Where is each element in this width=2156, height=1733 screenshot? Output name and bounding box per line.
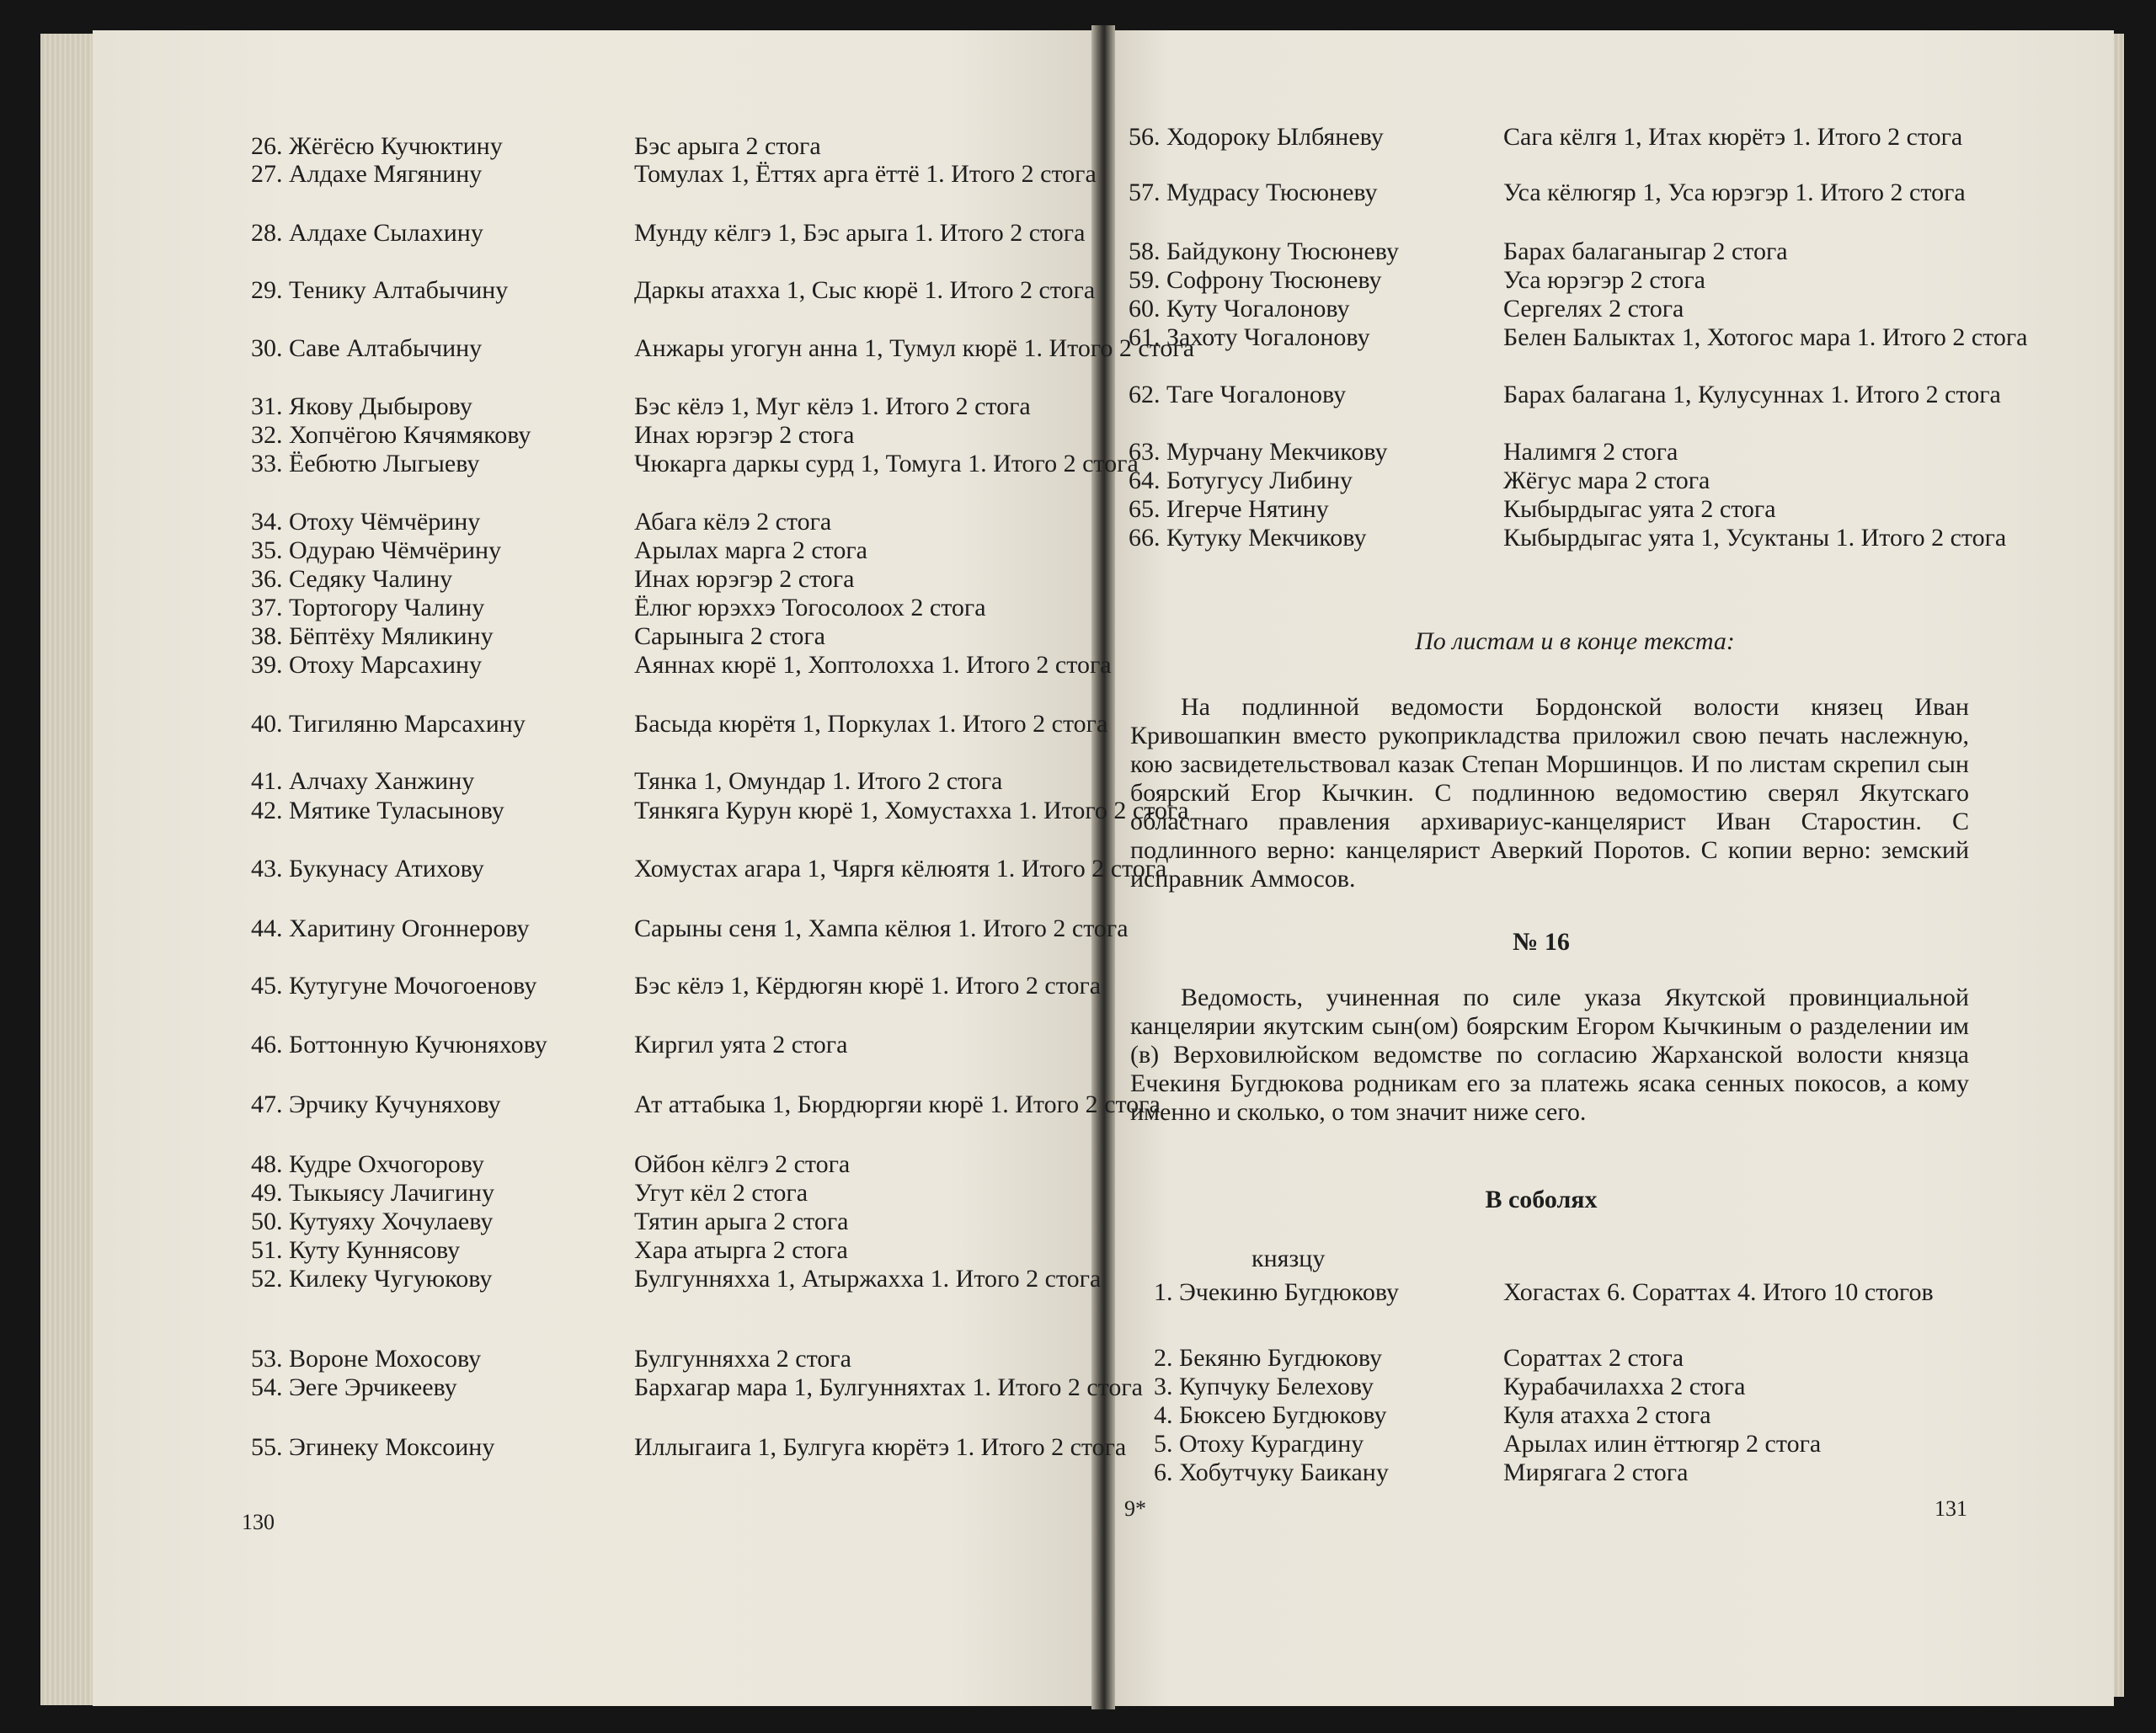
- entry-name: 29. Тенику Алтабычину: [251, 276, 509, 304]
- entry-value: Арылах марга 2 стога: [634, 536, 867, 564]
- entry-value: Жёгус мара 2 стога: [1503, 467, 1710, 494]
- entry-name: 41. Алчаху Ханжину: [251, 767, 475, 795]
- entry-name: 33. Ёебютю Лыгыеву: [251, 450, 480, 477]
- entry-value: Хара атырга 2 стога: [634, 1236, 848, 1264]
- entry-value: Сарыны сеня 1, Хампа кёлюя 1. Итого 2 стога: [634, 914, 1129, 942]
- entry-name: 65. Игерче Нятину: [1129, 495, 1329, 523]
- entry-name: 45. Кутугуне Мочогоенову: [251, 972, 537, 1000]
- paragraph-2: Ведомость, учиненная по силе указа Якутской провинциальной канцелярии якутским сын(ом) боярским Егором Кычкиным о разделении им (в) Верховилюйском ведомстве по согласию Жарханской волости князца Ечекиня Бугдюкова родникам его за платежь ясака сенных покосов, а кому именно и сколько, о том значит ниже сего.: [1130, 984, 1969, 1126]
- entry-name: 2. Бекяню Бугдюкову: [1154, 1344, 1383, 1372]
- entry-value: Кыбырдыгас уята 2 стога: [1503, 495, 1776, 523]
- entry-value: Куля атахха 2 стога: [1503, 1401, 1711, 1429]
- entry-value: Абага кёлэ 2 стога: [634, 508, 832, 536]
- entry-value: Налимгя 2 стога: [1503, 438, 1678, 466]
- entry-value: Сарыныга 2 стога: [634, 622, 825, 650]
- entry-name: 40. Тигиляню Марсахину: [251, 710, 526, 738]
- paragraph-1: На подлинной ведомости Бордонской волости князец Иван Кривошапкин вместо рукоприкладства приложил свою печать наслежную, кою засвидетельствовал казак Степан Моршинцов. И по листам скрепил сын боярский Егор Кычкин. С подлинною ведомостию сверял Якутскаго областнаго правления архивариус-канцелярист Иван Старостин. С подлинного верно: канцелярист Аверкий Поротов. С копии верно: земский исправник Аммосов.: [1130, 693, 1969, 893]
- entry-value: Курабачилахха 2 стога: [1503, 1373, 1746, 1400]
- entry-value: Бэс кёлэ 1, Муг кёлэ 1. Итого 2 стога: [634, 392, 1031, 420]
- entry-name: 38. Бёптёху Мяликину: [251, 622, 494, 650]
- entry-name: 26. Жёгёсю Кучюктину: [251, 132, 503, 160]
- entry-name: 66. Кутуку Мекчикову: [1129, 524, 1367, 552]
- entry-name: 39. Отоху Марсахину: [251, 651, 483, 679]
- entry-name: 31. Якову Дыбырову: [251, 392, 472, 420]
- entry-name: 48. Кудре Охчогорову: [251, 1150, 484, 1178]
- entry-value: Сага кёлгя 1, Итах кюрётэ 1. Итого 2 стога: [1503, 123, 1963, 151]
- entry-value: Хогастах 6. Сораттах 4. Итого 10 стогов: [1503, 1278, 1934, 1306]
- entry-value: Басыда кюрётя 1, Поркулах 1. Итого 2 стога: [634, 710, 1108, 738]
- entry-value: Мирягага 2 стога: [1503, 1458, 1689, 1486]
- entry-name: 56. Ходороку Ылбяневу: [1129, 123, 1384, 151]
- entry-value: Иллыгаига 1, Булгуга кюрётэ 1. Итого 2 стога: [634, 1433, 1127, 1461]
- entry-name: 35. Одураю Чёмчёрину: [251, 536, 502, 564]
- entry-name: 64. Ботугусу Либину: [1129, 467, 1353, 494]
- entry-value: Белен Балыктах 1, Хотогос мара 1. Итого 2 стога: [1503, 323, 2028, 351]
- entry-name: 6. Хобутчуку Баикану: [1154, 1458, 1389, 1486]
- entry-value: Инах юрэгэр 2 стога: [634, 565, 855, 593]
- entry-name: 36. Седяку Чалину: [251, 565, 453, 593]
- entry-name: 27. Алдахе Мягянину: [251, 160, 483, 188]
- entry-name: 3. Купчуку Белехову: [1154, 1373, 1374, 1400]
- entry-name: 50. Кутуяху Хочулаеву: [251, 1208, 494, 1235]
- entry-name: 43. Букунасу Атихову: [251, 855, 484, 882]
- entry-value: Сораттах 2 стога: [1503, 1344, 1684, 1372]
- right-page-number: 131: [1935, 1496, 1967, 1521]
- entry-value: Булгунняхха 1, Атыржахха 1. Итого 2 стога: [634, 1265, 1102, 1293]
- entry-value: Ат аттабыка 1, Бюрдюргяи кюрё 1. Итого 2 стога: [634, 1090, 1161, 1118]
- entry-name: 1. Эчекиню Бугдюкову: [1154, 1278, 1399, 1306]
- entry-value: Анжары угогун анна 1, Тумул кюрё 1. Итого 2 стога: [634, 334, 1195, 362]
- subheading-sables: В соболях: [1485, 1186, 1598, 1213]
- section-heading: По листам и в конце текста:: [1415, 627, 1735, 655]
- entry-value: Ойбон кёлгэ 2 стога: [634, 1150, 851, 1178]
- entry-name: 52. Килеку Чугуюкову: [251, 1265, 493, 1293]
- entry-name: 32. Хопчёгою Кячямякову: [251, 421, 531, 449]
- entry-value: Угут кёл 2 стога: [634, 1179, 808, 1207]
- entry-value: Уса юрэгэр 2 стога: [1503, 266, 1705, 294]
- entry-name: 30. Саве Алтабычину: [251, 334, 483, 362]
- entry-value: Бэс арыга 2 стога: [634, 132, 821, 160]
- entry-value: Мунду кёлгэ 1, Бэс арыга 1. Итого 2 стога: [634, 219, 1086, 247]
- entry-name: 63. Мурчану Мекчикову: [1129, 438, 1388, 466]
- entry-value: Бэс кёлэ 1, Кёрдюгян кюрё 1. Итого 2 стога: [634, 972, 1102, 1000]
- document-number: № 16: [1513, 928, 1570, 956]
- entry-name: 4. Бюксею Бугдюкову: [1154, 1401, 1387, 1429]
- entry-value: Инах юрэгэр 2 стога: [634, 421, 855, 449]
- entry-name: 44. Харитину Огоннерову: [251, 914, 530, 942]
- entry-value: Барах балаганыгар 2 стога: [1503, 237, 1788, 265]
- entry-name: 57. Мудрасу Тюсюневу: [1129, 179, 1378, 206]
- entry-name: 60. Куту Чогалонову: [1129, 295, 1350, 323]
- entry-value: Киргил уята 2 стога: [634, 1031, 848, 1058]
- entry-value: Барах балагана 1, Кулусуннах 1. Итого 2 стога: [1503, 381, 2001, 408]
- entry-value: Тянкяга Курун кюрё 1, Хомустахха 1. Итого 2 стога: [634, 797, 1189, 824]
- entry-value: Бархагар мара 1, Булгунняхтах 1. Итого 2 стога: [634, 1373, 1143, 1401]
- entry-name: 62. Таге Чогалонову: [1129, 381, 1347, 408]
- entry-value: Аяннах кюрё 1, Хоптолохха 1. Итого 2 стога: [634, 651, 1112, 679]
- entry-name: 46. Боттонную Кучюняхову: [251, 1031, 547, 1058]
- sub-label-text: князцу: [1251, 1245, 1326, 1272]
- sub-label: [1251, 1245, 1325, 1273]
- entry-value: Уса кёлюгяр 1, Уса юрэгэр 1. Итого 2 стога: [1503, 179, 1966, 206]
- entry-name: 49. Тыкыясу Лачигину: [251, 1179, 494, 1207]
- entry-value: Кыбырдыгас уята 1, Усуктаны 1. Итого 2 стога: [1503, 524, 2007, 552]
- entry-name: 34. Отоху Чёмчёрину: [251, 508, 481, 536]
- entry-name: 54. Эеге Эрчикееву: [251, 1373, 457, 1401]
- entry-name: 59. Софрону Тюсюневу: [1129, 266, 1382, 294]
- entry-value: Сергелях 2 стога: [1503, 295, 1684, 323]
- entry-value: Тянка 1, Омундар 1. Итого 2 стога: [634, 767, 1003, 795]
- left-page-number: 130: [242, 1510, 275, 1534]
- entry-value: Арылах илин ёттюгяр 2 стога: [1503, 1430, 1822, 1458]
- entry-name: 55. Эгинеку Моксоину: [251, 1433, 495, 1461]
- entry-name: 58. Байдукону Тюсюневу: [1129, 237, 1399, 265]
- signature-mark: 9*: [1124, 1496, 1146, 1521]
- entry-name: 51. Куту Куннясову: [251, 1236, 461, 1264]
- entry-name: 28. Алдахе Сылахину: [251, 219, 483, 247]
- entry-value: Тятин арыга 2 стога: [634, 1208, 849, 1235]
- entry-name: 5. Отоху Курагдину: [1154, 1430, 1364, 1458]
- entry-value: Даркы атахха 1, Сыс кюрё 1. Итого 2 стога: [634, 276, 1096, 304]
- entry-name: 37. Тортогору Чалину: [251, 594, 485, 621]
- entry-name: 47. Эрчику Кучуняхову: [251, 1090, 501, 1118]
- entry-name: 42. Мятике Туласынову: [251, 797, 504, 824]
- entry-value: Хомустах агара 1, Чяргя кёлюятя 1. Итого 2 стога: [634, 855, 1167, 882]
- entry-name: 61. Захоту Чогалонову: [1129, 323, 1370, 351]
- entry-value: Булгунняхха 2 стога: [634, 1345, 851, 1373]
- entry-name: 53. Вороне Мохосову: [251, 1345, 482, 1373]
- entry-value: Томулах 1, Ёттях арга ёттё 1. Итого 2 стога: [634, 160, 1097, 188]
- entry-value: Чюкарга даркы сурд 1, Томуга 1. Итого 2 стога: [634, 450, 1139, 477]
- entry-value: Ёлюг юрэххэ Тогосолоох 2 стога: [634, 594, 986, 621]
